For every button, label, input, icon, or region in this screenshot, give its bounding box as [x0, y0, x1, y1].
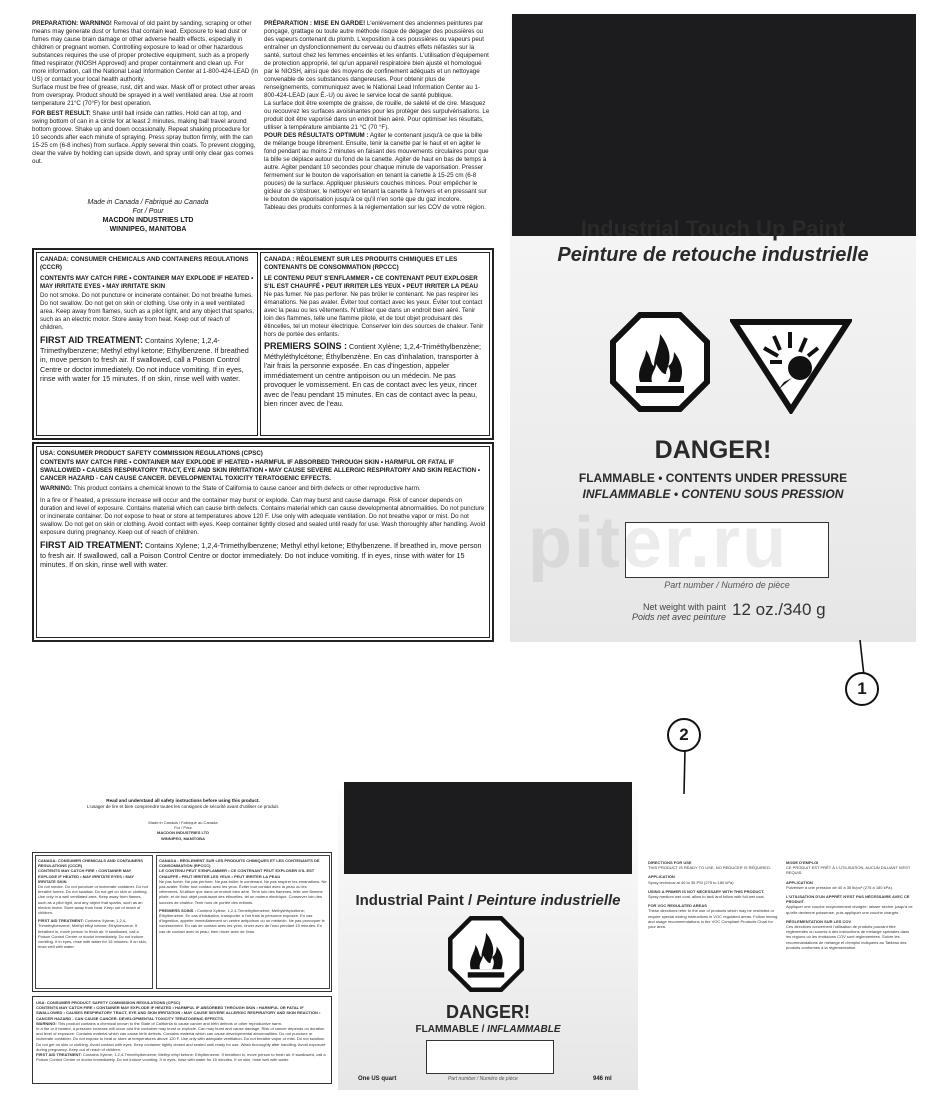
net-weight-value: 12 oz./340 g [732, 600, 826, 619]
label2-danger: DANGER! [446, 1002, 530, 1022]
label2-title-fr: Peinture industrielle [476, 892, 621, 909]
watermark: piter.ru [528, 503, 789, 583]
for-text: For / Pour [132, 208, 164, 215]
label2-title-en: Industrial Paint / [355, 892, 473, 909]
label2-cpsc-warn: CONTENTS MAY CATCH FIRE • CONTAINER MAY EXPLODE IF HEATED • HARMFUL IF ABSORBED THROUGH SKIN • HARMFUL OR FATAL IF SWALLOWED • CAUSES RESPIRATORY TRACT, EYE AND SKIN IRRITATION • MAY CAUSE SEVERE ALLERGIC RESPIRATORY AND SKIN REACTION • CANCER HAZARD - CAN CAUSE CANCER. DEVELOPMENTAL TOXICITY TERATOGENIC EFFECTS. [36, 1005, 321, 1021]
best-result-fr-head: POUR DES RÉSULTATS OPTIMUM : [264, 132, 369, 139]
directions-head: DIRECTIONS FOR USE [648, 860, 692, 865]
label2-qty-en: One US quart [358, 1076, 397, 1082]
using-primer-head: USING A PRIMER IS NOT NECESSARY WITH THIS PRODUCT. [648, 888, 765, 894]
voc-head: FOR VOC REGULATED AREAS [648, 903, 707, 909]
label2-cccr-en-head: CANADA: CONSUMER CHEMICALS AND CONTAINERS REGULATIONS (CCCR) [38, 858, 143, 869]
directions-fr-body: CE PRODUIT EST PRÊT À L'UTILISATION, AUCUN DILUANT N'EST REQUIS. [786, 865, 911, 876]
label2-cpsc-first-aid-head: FIRST AID TREATMENT: [36, 1052, 82, 1058]
part-number-label: Part number / Numéro de pièce [664, 580, 790, 590]
voc-body: These directions refer to the use of products which may be restricted or require special mixing instructions in VOC regulated areas. Follow mixing and usage recommendations in the VOC Compliant Products Chart for your area. [648, 908, 778, 930]
label2-cpsc-head: USA: CONSUMER PRODUCT SAFETY COMMISSION REGULATIONS (CPSC) [36, 1000, 181, 1005]
application-head: APPLICATION [648, 874, 675, 880]
read-instructions [58, 798, 308, 810]
label2-directions-en [648, 860, 778, 929]
label2-cpsc-text [36, 1000, 328, 1082]
made-in-block [68, 198, 228, 234]
preparation-en [32, 20, 258, 166]
first-aid-fr-body: Contient Xylène; 1,2,4-Triméthylbenzène; Méthyléthylcétone; Éthylbenzène. En cas d'inhalation, transporter à l'air frais la personne exposée. En cas d'ingestion, appeler immédiatement un centre antipoison ou un médecin. Ne pas provoquer le vomissement. En cas de contact avec les yeux, rincer avec de l'eau pendant 15 minutes. En cas de contact avec la peau, bien rincer avec de l'eau. [264, 342, 481, 408]
cpsc-warning-head: WARNING: [40, 485, 72, 492]
cccr-fr-head: CANADA : RÈGLEMENT SUR LES PRODUITS CHIMIQUES ET LES CONTENANTS DE CONSOMMATION (RPCCC) [264, 256, 458, 271]
product-title-fr: Peinture de retouche industrielle [557, 244, 869, 266]
cccr-en-body: Do not smoke. Do not puncture or incinerate container. Do not breathe fumes. Do not swallow. Do not get on skin or clothing. Use only in a well ventilated area. Keep away from flames, such as a pilot light, and any object that sparks, such as an electric motor. Store away from heat. Keep out of reach of children. [40, 292, 254, 331]
best-result-en-head: FOR BEST RESULT: [32, 110, 91, 117]
label2-flammable-icon [448, 916, 524, 992]
flammable-icon [610, 312, 710, 412]
cccr-fr-body: Ne pas fumer. Ne pas perforer. Ne pas brûler le contenant. Ne pas respirer les émanations. Ne pas avaler. Éviter tout contact avec les yeux. Éviter tout contact avec la peau ou les vêtements. N'utiliser que dans un endroit bien aéré. Tenir loin des flammes, telle une flamme pilote, et de tout objet produisant des étincelles, tel un moteur électrique. Conserver loin des sources de chaleur. Tenir hors de portée des enfants. [264, 291, 484, 338]
label-2 [28, 790, 916, 1090]
label2-cpsc-warning-head: WARNING: [36, 1020, 57, 1026]
label2-first-aid-en-head: FIRST AID TREATMENT: [38, 918, 84, 924]
prep-en-head: PREPARATION: WARNING! [32, 20, 112, 27]
application-fr-head: APPLICATION [786, 879, 813, 885]
primer-fr-body: Appliquer une couche moyennement chargée, laisser sécher jusqu'à ce qu'elle devienne poisseuse, puis appliquer une couche chargée. [786, 904, 913, 915]
label2-cccr-fr-text [159, 858, 327, 934]
label2-hazard-en: FLAMMABLE / [415, 1024, 485, 1035]
label2-directions-fr [786, 860, 914, 950]
voc-fr-body: Ces directives concernent l'utilisation de produits pouvant être réglementés ou soumis à des instructions de mélange spéciales dans les régions où les émissions COV sont réglementées. Suivre les recommandations de mélange et d'emploi indiquées au Tableau des produits conformes à la réglementation. [786, 924, 910, 950]
label2-cpsc-body: In a fire or if heated, a pressure increase will occur and the container may burst or explode. Can may burst and cause damage. Risk of cancer depends on duration and level of exposure. Contains material which can cause birth defects. Contains material which can cause developmental abnormalities. Do not puncture or incinerate container. Do not expose to heat or store at temperatures above 120 F. Use only with adequate ventilation. Do not breathe vapor or mist. Do not swallow. Do not get on skin or clothing. Avoid contact with eyes. Keep container tightly closed and sealed until ready for use. Wash thoroughly after handling. Avoid exposure during pregnancy. Keep out of reach of children. [36, 1026, 326, 1052]
label2-color-swatch [344, 782, 632, 874]
hazard-en: FLAMMABLE • CONTENTS UNDER PRESSURE [578, 471, 848, 485]
using-primer-body: Spray medium wet coat, allow to tack and follow with full wet coat. [648, 894, 765, 900]
first-aid-en-head: FIRST AID TREATMENT: [40, 335, 143, 345]
label2-city: WINNIPEG, MANITOBA [161, 835, 205, 841]
cpsc-head: USA: CONSUMER PRODUCT SAFETY COMMISSION REGULATIONS (CPSC) [40, 450, 263, 457]
label2-qty-ml: 946 ml [593, 1076, 612, 1082]
cpsc-warning-body: This product contains a chemical known to the State of California to cause cancer and birth defects or other reproductive harm. [73, 485, 421, 492]
product-title-en: Industrial Touch Up Paint [580, 216, 846, 241]
callout-1: 1 [845, 672, 879, 706]
first-aid-en-body: Contains Xylene; 1,2,4-Trimethylbenzene; Methyl ethyl ketone; Ethylbenzene. If breathed in, move person to fresh air. If swallowed, call a Poison Control Centre or doctor immediately. Do not induce vomiting. If in eyes, rinse with water for 15 minutes. If on skin, rinse well with water. [40, 336, 249, 383]
read-en: Read and understand all safety instructions before using this product. [106, 798, 260, 803]
label2-part-number-box[interactable] [426, 1040, 554, 1074]
cccr-en-head: CANADA: CONSUMER CHEMICALS AND CONTAINERS REGULATIONS (CCCR) [40, 256, 249, 271]
hazard-fr: INFLAMMABLE • CONTENU SOUS PRESSION [582, 487, 844, 501]
label2-cccr-en-warn: CONTENTS MAY CATCH FIRE • CONTAINER MAY EXPLODE IF HEATED • MAY IRRITATE EYES • MAY IRRITATE SKIN [38, 868, 134, 884]
explosive-icon [730, 318, 852, 414]
prep-fr-body: L'enlèvement des anciennes peintures par ponçage, grattage ou toute autre méthode risque de dégager des poussières ou des vapeurs contenant du plomb. L'exposition à ces poussières ou vapeurs peut entraîner un dysfonctionnement du cerveau ou d'autres effets néfastes sur la santé, surtout chez les femmes enceintes et les enfants. L'utilisation d'équipement de protection approprié, tel qu'un appareil respiratoire bien ajusté et homologué par le NIOSH, ainsi que des moyens de confinement adéquats et un nettoyage convenable de ces substances dangereuses. Pour obtenir plus de renseignements, communiquez avec le National Lead Information Center au 1-800-424-LEAD (aux É.-U) ou avec le service local de santé publique. [264, 20, 489, 99]
application-fr-body: Pulvériser à une pression de 40 à 35 lb/po² (275 à 180 kPa). [786, 884, 893, 890]
best-result-en-body: Shake until ball inside can rattles. Hold can at top, and swing bottom of can in a circle for at least 2 minutes, making ball travel around bottom groove. Shake up and down occasionally. Repeat shaking procedure for 10 seconds after each minute of spraying. Press spray button firmly, with the can 15-25 cm (6-8 inches) from surface. Apply several thin coats. To prevent clogging, clear the valve by holding can upside down, and spray until only clear gas comes out. [32, 110, 256, 165]
color-swatch [512, 14, 916, 236]
label2-made-in-text: Made in Canada / Fabriqué au Canada [148, 820, 218, 825]
net-weight-en: Net weight with paint [642, 602, 726, 612]
label2-cpsc-warning-body: This product contains a chemical known to the State of California to cause cancer and birth defects or other reproductive harm. [57, 1020, 283, 1026]
company-city: WINNIPEG, MANITOBA [109, 226, 187, 233]
cpsc-text [40, 450, 486, 570]
danger-heading: DANGER! [654, 436, 772, 464]
cpsc-first-aid-head: FIRST AID TREATMENT: [40, 540, 143, 550]
prep-fr-body2: La surface doit être exempte de graisse, de rouille, de saleté et de cire. Masquez ou recouvrez les surfaces avoisinantes pour les protéger des surpulvérisations. Le produit doit être vaporisé dans un endroit bien aéré. Pour optimiser les résultats, utiliser à température ambiante 21 °C (70 °F). [264, 100, 490, 131]
label2-cpsc-first-aid-body: Contains Xylene; 1,2,4-Trimethylbenzene; Methyl ethyl ketone; Ethylbenzene. If breathed in, move person to fresh air. If swallowed, call a Poison Control Centre or doctor immediately. Do not induce vomiting. If in eyes, rinse with water for 15 minutes. If on skin, rinse well with water. [36, 1052, 326, 1063]
net-weight-fr: Poids net avec peinture [631, 612, 726, 622]
prep-en-body2: Surface must be free of grease, rust, dirt and wax. Mask off or protect other areas from overspray. Product should be sprayed in a well ventilated area. Use at room temperature 21°C (70°F) for best operation. [32, 84, 256, 107]
cccr-fr [264, 256, 486, 409]
directions-fr-head: MODE D'EMPLOI [786, 860, 819, 865]
preparation-fr [264, 20, 490, 212]
label2-cccr-fr-body: Ne pas fumer. Ne pas perforer. Ne pas brûler le contenant. Ne pas respirer les émanations. Ne pas avaler. Éviter tout contact avec les yeux. Éviter tout contact avec la peau ou les vêtements. N'utiliser que dans un endroit bien aéré. Tenir loin des flammes, telle une flamme pilote, et de tout objet produisant des étincelles, tel un moteur électrique. Conserver loin des sources de chaleur. Tenir hors de portée des enfants. [159, 878, 327, 905]
label2-title [338, 892, 638, 909]
label2-made-in [98, 820, 268, 841]
label2-part-number-label: Part number / Numéro de pièce [448, 1076, 518, 1082]
label2-cccr-fr-warn: LE CONTENU PEUT S'ENFLAMMER • CE CONTENANT PEUT EXPLOSER S'IL EST CHAUFFÉ • PEUT IRRITER LES YEUX • PEUT IRRITER LA PEAU [159, 868, 315, 879]
first-aid-fr-head: PREMIERS SOINS : [264, 341, 348, 351]
label2-first-aid-fr-head: PREMIERS SOINS : [159, 907, 196, 913]
directions-body: THIS PRODUCT IS READY TO USE, NO REDUCER IS REQUIRED. [648, 865, 771, 871]
cpsc-warn: CONTENTS MAY CATCH FIRE • CONTAINER MAY EXPLODE IF HEATED • HARMFUL IF ABSORBED THROUGH SKIN • HARMFUL OR FATAL IF SWALLOWED • CAUSES RESPIRATORY TRACT, EYE AND SKIN IRRITATION • MAY CAUSE SEVERE ALLERGIC RESPIRATORY AND SKIN REACTION • CANCER HAZARD - CAN CAUSE CANCER. DEVELOPMENTAL TOXICITY TERATOGENIC EFFECTS. [40, 459, 481, 482]
prep-en-body: Removal of old paint by sanding, scraping or other means may generate dust or fumes that contain lead. Exposure to lead dust or fumes may cause brain damage or other adverse health effects, especially in children or pregnant women. Controlling exposure to lead or other hazardous substances requires the use of proper protective equipment, such as a properly fitted respirator (NIOSH Approved) and proper containment and clean up. For more information, call the National Lead Information Center at 1-800-424-LEAD (in US) or contact your local health authority. [32, 20, 258, 83]
company-name: MACDON INDUSTRIES LTD [102, 217, 194, 224]
label2-first-aid-en-body: Contains Xylene; 1,2,4-Trimethylbenzene; Methyl ethyl ketone; Ethylbenzene. If breathed in, move person to fresh air. If swallowed, call a Poison Control Centre or doctor immediately. Do not induce vomiting. If in eyes, rinse with water for 15 minutes. If on skin, rinse well with water. [38, 918, 147, 950]
cccr-en-warn: CONTENTS MAY CATCH FIRE • CONTAINER MAY EXPLODE IF HEATED • MAY IRRITATE EYES • MAY IRRITATE SKIN [40, 275, 254, 290]
label2-first-aid-fr-body: Contient Xylène; 1,2,4-Triméthylbenzène; Méthyléthylcétone; Éthylbenzène. En cas d'inhalation, transporter à l'air frais la personne exposée. En cas d'ingestion, appeler immédiatement un centre antipoison ou un médecin. Ne pas provoquer le vomissement. En cas de contact avec les yeux, rincer avec de l'eau pendant 15 minutes. En cas de contact avec la peau, bien rincer avec de l'eau. [159, 907, 325, 934]
label2-cccr-fr-head: CANADA : RÈGLEMENT SUR LES PRODUITS CHIMIQUES ET LES CONTENANTS DE CONSOMMATION (RPCCC) [159, 858, 320, 869]
primer-fr-head: L'UTILISATION D'UN APPRÊT N'EST PAS NÉCESSAIRE AVEC CE PRODUIT. [786, 894, 910, 905]
label-1 [28, 12, 916, 642]
prep-fr-head: PRÉPARATION : MISE EN GARDE! [264, 20, 366, 27]
cpsc-first-aid-body: Contains Xylene; 1,2,4-Trimethylbenzene; Methyl ethyl ketone; Ethylbenzene. If breathed in, move person to fresh air. If swallowed, call a Poison Control Centre or doctor immediately. Do not induce vomiting. If in eyes, rinse with water for 15 minutes. If on skin, rinse well with water. [40, 541, 482, 569]
cpsc-body: In a fire or if heated, a pressure increase will occur and the container may burst or explode. Can may burst and cause damage. Risk of cancer depends on duration and level of exposure. Contains material which can cause birth defects. Contains material which can cause developmental abnormalities. Do not puncture or incinerate container. Do not expose to heat or store at temperatures above 120 F. Use only with adequate ventilation. Do not breathe vapor or mist. Do not swallow. Do not get on skin or clothing. Avoid contact with eyes. Keep container tightly closed and sealed until ready for use. Wash thoroughly after handling. Avoid exposure during pregnancy. Keep out of reach of children. [40, 497, 486, 536]
best-result-fr-body: Agiter le contenant jusqu'à ce que la bille de mélange bouge librement. Ensuite, tenir la canette par le haut et en agiter le fond pendant au moins 2 minutes en faisant des mouvements circulaires pour que la bille se déplace autour du fond de la canette. Agiter de haut en bas de temps à autre. Agiter pendant 10 secondes pour chaque minute de vaporisation. Presser fermement sur le bouton de vaporisation en tenant la canette à 15-25 cm (6-8 pouces) de la surface. Appliquer plusieurs couches minces. Pour empêcher le gicleur de s'obstruer, le nettoyer en tenant la canette à l'envers et en pressant sur le bouton de vaporisation jusqu'à ce qu'il n'en sorte que du gaz incolore. [264, 132, 489, 203]
label2-cccr-en-body: Do not smoke. Do not puncture or incinerate container. Do not breathe fumes. Do not swallow. Do not get on skin or clothing. Use only in a well ventilated area. Keep away from flames, such as a pilot light, and any object that sparks, such as an electric motor. Store away from heat. Keep out of reach of children. [38, 884, 148, 916]
read-fr: L'usager de lire et bien comprendre toutes les consignes de sécurité avant d'utiliser ce produit. [87, 804, 279, 809]
callout-2: 2 [667, 718, 701, 752]
label2-for: For / Pour [174, 825, 192, 831]
application-body: Spray technical at 40 to 35 PSI (275 to 180 kPa) [648, 879, 734, 885]
made-in-text: Made in Canada / Fabriqué au Canada [87, 199, 209, 206]
label2-hazard-fr: INFLAMMABLE [487, 1024, 561, 1035]
voc-table-fr: Tableau des produits conformes à la réglementation sur les COV de votre région. [264, 204, 486, 211]
net-weight-labels [616, 602, 726, 622]
cccr-fr-warn: LE CONTENU PEUT S'ENFLAMMER • CE CONTENANT PEUT EXPLOSER S'IL EST CHAUFFÉ • PEUT IRRITER LES YEUX • PEUT IRRITER LA PEAU [264, 275, 479, 290]
cccr-en [40, 256, 254, 384]
label2-hazard [338, 1024, 638, 1035]
label2-company: MACDON INDUSTRIES LTD [157, 830, 209, 836]
label2-cccr-en-text [38, 858, 150, 949]
voc-fr-head: RÉGLEMENTATION SUR LES COV [786, 918, 852, 924]
